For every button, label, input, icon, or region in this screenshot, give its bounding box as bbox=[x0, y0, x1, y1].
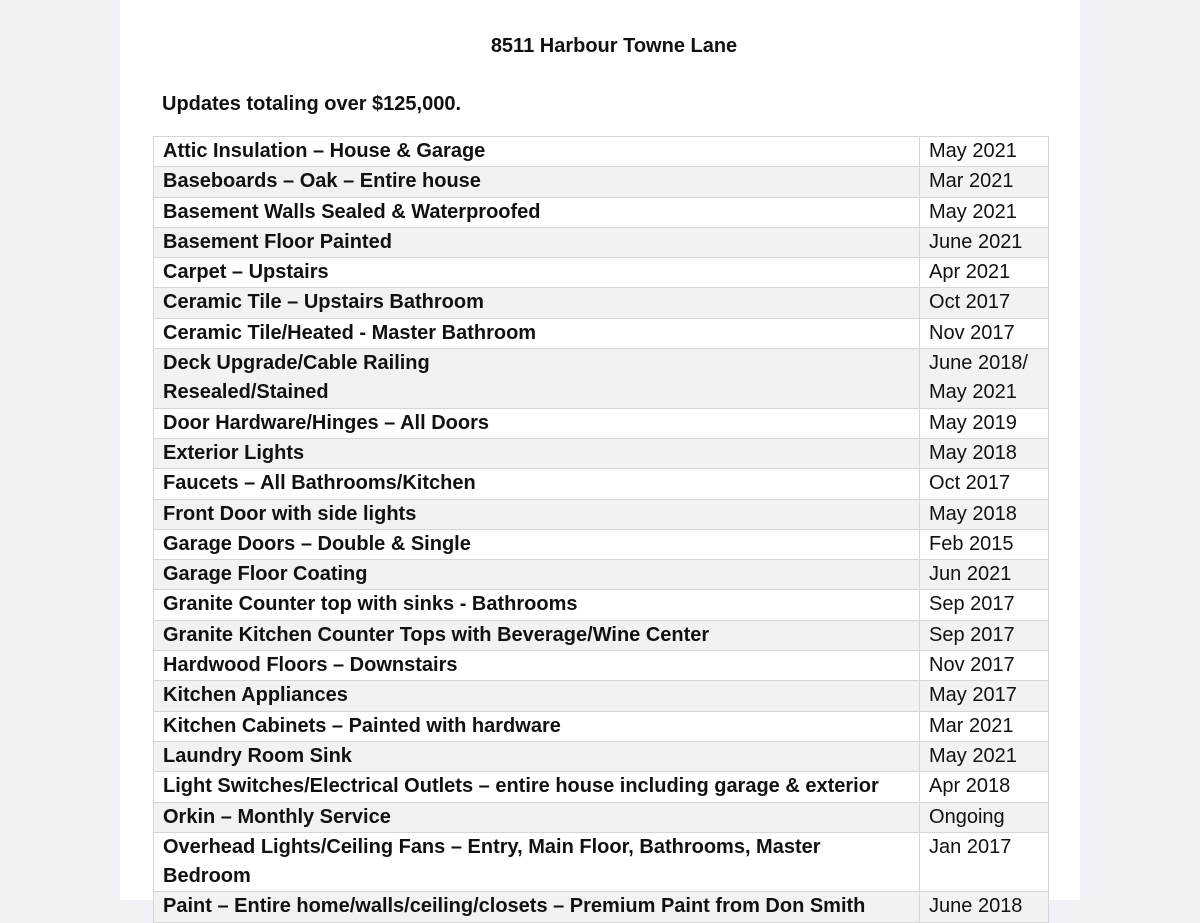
update-item-cell bbox=[154, 499, 920, 529]
update-date-cell bbox=[920, 258, 1049, 288]
document-subtitle: Updates totaling over $125,000. bbox=[162, 93, 462, 115]
update-item-cell bbox=[154, 349, 920, 409]
table-row bbox=[154, 620, 1049, 650]
update-item-text: Resealed/Stained bbox=[163, 381, 329, 404]
updates-table-body bbox=[154, 137, 1049, 923]
update-item-cell bbox=[154, 227, 920, 257]
update-date-text: May 2021 bbox=[929, 200, 1017, 223]
update-date-text: Mar 2021 bbox=[929, 170, 1014, 193]
table-row bbox=[154, 137, 1049, 167]
update-date-cell bbox=[920, 772, 1049, 802]
table-row bbox=[154, 711, 1049, 741]
update-item-text: Exterior Lights bbox=[163, 441, 305, 464]
update-item-cell bbox=[154, 590, 920, 620]
update-date-text: Apr 2018 bbox=[929, 775, 1011, 798]
update-item-text: Overhead Lights/Ceiling Fans – Entry, Main Floor, Bathrooms, Master bbox=[163, 835, 821, 858]
update-item-text: Garage Floor Coating bbox=[163, 563, 368, 586]
update-item-text: Door Hardware/Hinges – All Doors bbox=[163, 411, 489, 434]
update-item-cell bbox=[154, 469, 920, 499]
update-item-cell bbox=[154, 560, 920, 590]
update-item-cell bbox=[154, 651, 920, 681]
update-date-cell bbox=[920, 711, 1049, 741]
update-date-cell bbox=[920, 529, 1049, 559]
table-row bbox=[154, 651, 1049, 681]
update-date-cell bbox=[920, 167, 1049, 197]
update-date-cell bbox=[920, 408, 1049, 438]
update-item-text: Laundry Room Sink bbox=[163, 744, 352, 767]
table-row bbox=[154, 802, 1049, 832]
update-date-cell bbox=[920, 590, 1049, 620]
update-item-cell bbox=[154, 318, 920, 348]
update-item-text: Basement Floor Painted bbox=[163, 230, 392, 253]
updates-table bbox=[153, 136, 1049, 923]
table-row bbox=[154, 438, 1049, 468]
update-item-text: Paint – Entire home/walls/ceiling/closets – Premium Paint from Don Smith bbox=[163, 895, 866, 918]
update-date-cell bbox=[920, 288, 1049, 318]
table-row bbox=[154, 590, 1049, 620]
update-date-text: June 2018/ bbox=[929, 352, 1028, 375]
update-item-cell bbox=[154, 892, 920, 922]
table-row bbox=[154, 892, 1049, 922]
update-date-text: May 2018 bbox=[929, 502, 1017, 525]
document-title: 8511 Harbour Towne Lane bbox=[490, 35, 738, 57]
table-row bbox=[154, 258, 1049, 288]
update-item-cell bbox=[154, 772, 920, 802]
update-item-cell bbox=[154, 711, 920, 741]
update-item-text: Garage Doors – Double & Single bbox=[163, 532, 471, 555]
update-date-cell bbox=[920, 469, 1049, 499]
table-row bbox=[154, 741, 1049, 771]
update-date-cell bbox=[920, 137, 1049, 167]
update-date-text: May 2021 bbox=[929, 744, 1017, 767]
update-item-text: Basement Walls Sealed & Waterproofed bbox=[163, 200, 541, 223]
update-item-text: Carpet – Upstairs bbox=[163, 261, 329, 284]
update-item-cell bbox=[154, 802, 920, 832]
update-item-cell bbox=[154, 529, 920, 559]
update-item-text: Baseboards – Oak – Entire house bbox=[163, 170, 481, 193]
update-date-text: Apr 2021 bbox=[929, 261, 1011, 284]
update-item-text: Kitchen Cabinets – Painted with hardware bbox=[163, 714, 561, 737]
update-date-text: Sep 2017 bbox=[929, 623, 1015, 646]
table-row bbox=[154, 197, 1049, 227]
table-row bbox=[154, 318, 1049, 348]
update-date-text: Sep 2017 bbox=[929, 593, 1015, 616]
update-item-cell bbox=[154, 167, 920, 197]
table-row bbox=[154, 832, 1049, 892]
update-item-text: Bedroom bbox=[163, 865, 251, 888]
table-row bbox=[154, 349, 1049, 409]
update-date-text: Jan 2017 bbox=[929, 835, 1012, 858]
update-item-text: Attic Insulation – House & Garage bbox=[163, 140, 486, 162]
update-item-cell bbox=[154, 197, 920, 227]
update-date-cell bbox=[920, 620, 1049, 650]
table-row bbox=[154, 227, 1049, 257]
update-date-text: May 2017 bbox=[929, 684, 1017, 707]
update-date-text: Nov 2017 bbox=[929, 654, 1015, 677]
update-date-text: Nov 2017 bbox=[929, 321, 1015, 344]
table-row bbox=[154, 469, 1049, 499]
table-row bbox=[154, 772, 1049, 802]
update-date-text: Mar 2021 bbox=[929, 714, 1014, 737]
table-row bbox=[154, 499, 1049, 529]
update-item-text: Ceramic Tile – Upstairs Bathroom bbox=[163, 291, 484, 314]
update-item-cell bbox=[154, 408, 920, 438]
update-item-text: Front Door with side lights bbox=[163, 502, 417, 525]
update-item-cell bbox=[154, 258, 920, 288]
table-row bbox=[154, 529, 1049, 559]
document-page bbox=[120, 0, 1080, 918]
update-date-cell bbox=[920, 197, 1049, 227]
update-item-text: Hardwood Floors – Downstairs bbox=[163, 654, 458, 677]
update-date-text: May 2018 bbox=[929, 441, 1017, 464]
update-date-text: June 2018 bbox=[929, 895, 1023, 918]
update-date-cell bbox=[920, 892, 1049, 922]
table-row bbox=[154, 681, 1049, 711]
update-date-text: Feb 2015 bbox=[929, 532, 1014, 555]
update-date-text: Jun 2021 bbox=[929, 563, 1012, 586]
update-date-text: Oct 2017 bbox=[929, 472, 1011, 495]
update-date-cell bbox=[920, 681, 1049, 711]
update-date-cell bbox=[920, 802, 1049, 832]
update-date-cell bbox=[920, 438, 1049, 468]
table-row bbox=[154, 167, 1049, 197]
update-item-cell bbox=[154, 620, 920, 650]
update-date-text: May 2021 bbox=[929, 381, 1017, 404]
update-item-cell bbox=[154, 137, 920, 167]
update-item-cell bbox=[154, 741, 920, 771]
update-date-cell bbox=[920, 318, 1049, 348]
table-row bbox=[154, 288, 1049, 318]
update-date-text: May 2021 bbox=[929, 140, 1017, 162]
update-item-text: Granite Counter top with sinks - Bathrooms bbox=[163, 593, 578, 616]
update-item-cell bbox=[154, 832, 920, 892]
update-date-cell bbox=[920, 227, 1049, 257]
update-item-text: Granite Kitchen Counter Tops with Beverage/Wine Center bbox=[163, 623, 710, 646]
update-date-cell bbox=[920, 499, 1049, 529]
update-date-text: May 2019 bbox=[929, 411, 1017, 434]
update-item-cell bbox=[154, 681, 920, 711]
table-row bbox=[154, 560, 1049, 590]
update-item-cell bbox=[154, 438, 920, 468]
update-item-text: Deck Upgrade/Cable Railing bbox=[163, 352, 430, 375]
update-date-cell bbox=[920, 741, 1049, 771]
update-item-text: Orkin – Monthly Service bbox=[163, 805, 391, 828]
update-item-text: Kitchen Appliances bbox=[163, 684, 348, 707]
update-date-cell bbox=[920, 832, 1049, 892]
update-item-text: Light Switches/Electrical Outlets – entire house including garage & exterior bbox=[163, 775, 879, 798]
update-date-cell bbox=[920, 349, 1049, 409]
update-date-text: Oct 2017 bbox=[929, 291, 1011, 314]
update-date-cell bbox=[920, 651, 1049, 681]
update-date-text: Ongoing bbox=[929, 805, 1005, 828]
update-item-text: Faucets – All Bathrooms/Kitchen bbox=[163, 472, 476, 495]
update-date-cell bbox=[920, 560, 1049, 590]
update-date-text: June 2021 bbox=[929, 230, 1023, 253]
table-row bbox=[154, 408, 1049, 438]
update-item-text: Ceramic Tile/Heated - Master Bathroom bbox=[163, 321, 537, 344]
update-item-cell bbox=[154, 288, 920, 318]
